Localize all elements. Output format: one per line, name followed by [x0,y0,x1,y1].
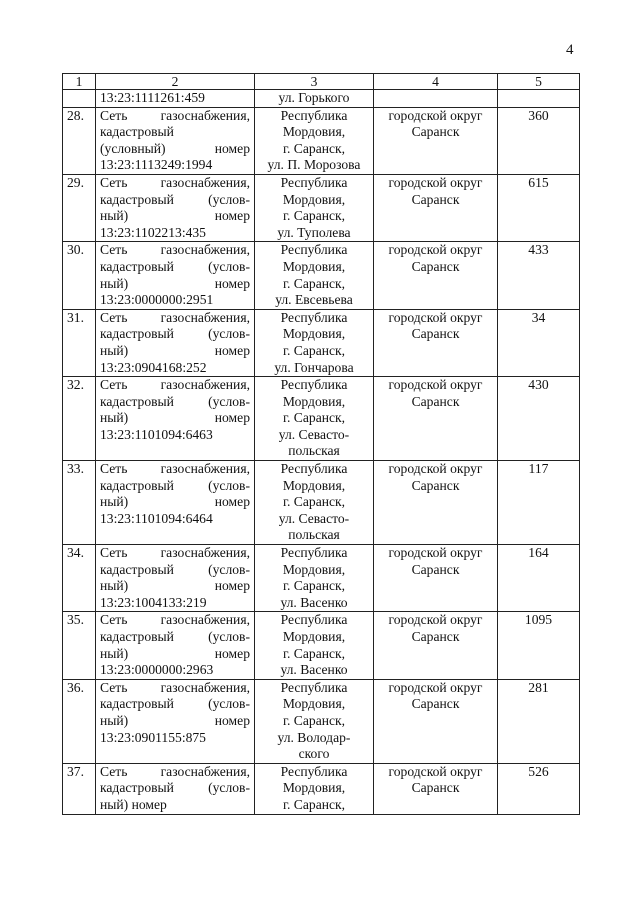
address-line: г. Саранск, [282,410,346,426]
object-description-line: 13:23:1101094:6464 [100,510,213,526]
continuation-row [63,90,580,108]
object-description-line: Сеть газоснабжения, [100,763,250,779]
address [255,242,374,309]
address [255,174,374,241]
district [374,679,498,763]
object-description-line: ный) номер [100,275,250,291]
table-row [63,309,580,376]
district-line: городской округ [388,107,483,123]
district-line: городской округ [388,763,483,779]
district-line: Саранск [411,561,460,577]
header-cell-5: 5 [498,74,580,90]
district-line: Саранск [411,393,460,409]
address-line: ского [298,746,330,762]
district-line: Саранск [411,124,460,140]
object-description-line: кадастровый (услов- [100,629,250,644]
value: 360 [498,107,580,174]
table-row [63,763,580,814]
address-line: Республика [280,545,348,561]
object-description-line: Сеть газоснабжения, [100,461,250,477]
object-description-line: кадастровый (услов- [100,561,250,577]
district-line: городской округ [388,461,483,477]
table-row [63,174,580,241]
district-line: городской округ [388,679,483,695]
row-number: 37. [63,763,96,814]
object-description-line: кадастровый (услов- [100,258,250,274]
address-line: ул. Туполева [277,224,351,240]
header-cell-3: 3 [255,74,374,90]
object-description-line: ный) номер [100,410,250,426]
row-number: 29. [63,174,96,241]
object-description-line: 13:23:0904168:252 [100,359,207,375]
address-line: Республика [280,679,348,695]
object-description-line: ный) номер [100,712,250,728]
address-line: польская [288,443,340,459]
object-description-line: Сеть газоснабжения, [100,679,250,695]
address-line: г. Саранск, [282,494,346,510]
address-line: Республика [280,461,348,477]
object-description-line: 13:23:1101094:6463 [100,426,213,442]
district-line: Саранск [411,780,460,796]
table-row [63,107,580,174]
object-description-line: 13:23:1004133:219 [100,594,207,610]
row-number: 33. [63,461,96,545]
district [374,107,498,174]
address-line: Мордовия, [282,629,346,644]
address-line: ул. Севасто- [278,426,350,442]
address-line: г. Саранск, [282,342,346,358]
district [374,90,498,108]
address-line: ул. Гончарова [274,359,354,375]
table-row [63,461,580,545]
table-header-row [63,74,580,90]
district-line: городской округ [388,377,483,393]
object-description-line: кадастровый (услов- [100,326,250,342]
district-line: Саранск [411,326,460,342]
object-description-line: Сеть газоснабжения, [100,174,250,190]
object-description-line: ный) номер [100,796,167,812]
object-description-line: кадастровый [100,124,174,140]
object-description-line: Сеть газоснабжения, [100,107,250,123]
address-line: г. Саранск, [282,796,346,812]
address-line: Республика [280,763,348,779]
object-description-line: 13:23:0901155:875 [100,729,206,745]
district-line: Саранск [411,191,460,207]
address-line: Мордовия, [282,393,346,409]
address [255,612,374,679]
object-description [96,461,255,545]
address-line: г. Саранск, [282,645,346,661]
address [255,309,374,376]
object-description [96,242,255,309]
object-description [96,377,255,461]
address-line: Мордовия, [282,326,346,342]
object-description-line: ный) номер [100,342,250,358]
object-description-line: ный) номер [100,208,250,224]
value: 117 [498,461,580,545]
value: 1095 [498,612,580,679]
address [255,763,374,814]
value: 164 [498,545,580,612]
district [374,763,498,814]
object-description [96,545,255,612]
address-line: Мордовия, [282,124,346,140]
object-description [96,763,255,814]
object-description-line: кадастровый (услов- [100,191,250,207]
district [374,242,498,309]
object-description-line: ный) номер [100,645,250,661]
row-number: 36. [63,679,96,763]
address-line: г. Саранск, [282,275,346,291]
district-line: городской округ [388,174,483,190]
district [374,174,498,241]
address-line: г. Саранск, [282,140,346,156]
object-description [96,612,255,679]
header-cell-2: 2 [96,74,255,90]
address-line: Республика [280,377,348,393]
object-description-line: кадастровый (услов- [100,393,250,409]
district-line: городской округ [388,545,483,561]
objects-table [62,73,580,815]
address-line: ул. Васенко [280,662,348,678]
value: 281 [498,679,580,763]
row-number: 35. [63,612,96,679]
address-line: Республика [280,107,348,123]
object-description-line: кадастровый (услов- [100,696,250,712]
value: 526 [498,763,580,814]
address-line: Республика [280,309,348,325]
district-line: городской округ [388,242,483,258]
object-description-line: Сеть газоснабжения, [100,377,250,393]
address: ул. Горького [255,90,374,108]
address [255,107,374,174]
object-description-line: 13:23:0000000:2963 [100,662,214,678]
district [374,377,498,461]
address-line: Республика [280,174,348,190]
district-line: городской округ [388,309,483,325]
object-description-line: Сеть газоснабжения, [100,545,250,561]
district-line: Саранск [411,477,460,493]
address-line: ул. Володар- [277,729,351,745]
object-description-line: (условный) номер [100,140,250,156]
address [255,679,374,763]
address-line: ул. П. Морозова [267,157,361,173]
table-row [63,242,580,309]
district-line: Саранск [411,258,460,274]
table-row [63,545,580,612]
address-line: ул. Севасто- [278,510,350,526]
header-cell-1: 1 [63,74,96,90]
address-line: Мордовия, [282,258,346,274]
object-description-line: ный) номер [100,494,250,510]
row-number [63,90,96,108]
address-line: ул. Евсевьева [275,292,353,308]
district [374,612,498,679]
page-number: 4 [566,42,574,58]
district [374,545,498,612]
header-cell-4: 4 [374,74,498,90]
table-row [63,377,580,461]
address-line: г. Саранск, [282,208,346,224]
object-description-line: 13:23:0000000:2951 [100,292,214,308]
address-line: Республика [280,612,348,628]
address-line: г. Саранск, [282,578,346,594]
value [498,90,580,108]
row-number: 31. [63,309,96,376]
object-description [96,679,255,763]
object-description-line: 13:23:1113249:1994 [100,157,213,173]
address-line: польская [288,527,340,543]
value: 430 [498,377,580,461]
address-line: Мордовия, [282,696,346,712]
table-row [63,679,580,763]
address [255,461,374,545]
row-number: 30. [63,242,96,309]
object-description-line: Сеть газоснабжения, [100,242,250,258]
district [374,461,498,545]
row-number: 32. [63,377,96,461]
object-description [96,309,255,376]
address [255,377,374,461]
district [374,309,498,376]
value: 34 [498,309,580,376]
district-line: Саранск [411,629,460,644]
address-line: Мордовия, [282,191,346,207]
row-number: 34. [63,545,96,612]
object-description [96,107,255,174]
object-description: 13:23:1111261:459 [96,90,255,108]
object-description [96,174,255,241]
value: 433 [498,242,580,309]
address-line: Мордовия, [282,561,346,577]
object-description-line: Сеть газоснабжения, [100,309,250,325]
object-description-line: ный) номер [100,578,250,594]
address [255,545,374,612]
row-number: 28. [63,107,96,174]
address-line: Мордовия, [282,780,346,796]
address-line: Республика [280,242,348,258]
object-description-line: кадастровый (услов- [100,477,250,493]
value: 615 [498,174,580,241]
district-line: городской округ [388,612,483,628]
object-description-line: Сеть газоснабжения, [100,612,250,628]
object-description-line: 13:23:1102213:435 [100,224,206,240]
address-line: ул. Васенко [280,594,348,610]
address-line: г. Саранск, [282,712,346,728]
district-line: Саранск [411,696,460,712]
address-line: Мордовия, [282,477,346,493]
table-row [63,612,580,679]
object-description-line: кадастровый (услов- [100,780,250,796]
